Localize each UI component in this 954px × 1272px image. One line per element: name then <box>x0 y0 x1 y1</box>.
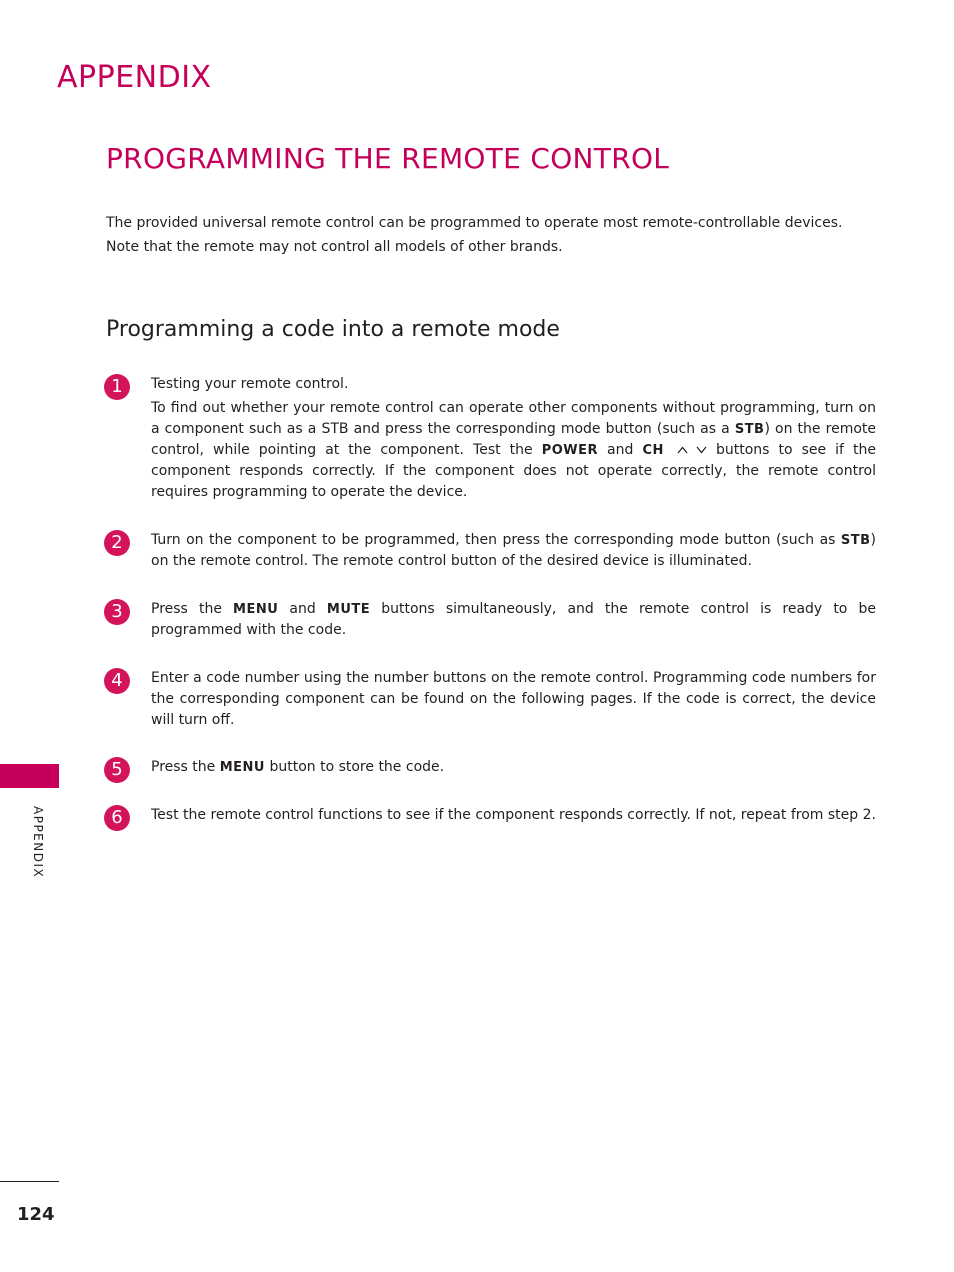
intro-line: Note that the remote may not control all models of other brands. <box>106 239 563 255</box>
text-run: buttons to see if the component responds correctly. If the component does not operate correctly, the remote control requires programming to operate the device. <box>151 442 877 500</box>
step-5 <box>104 757 876 778</box>
stb-key-label: STB <box>734 422 765 437</box>
side-section-label: APPENDIX <box>31 806 45 879</box>
text-run: ) on the remote control. The remote control button of the desired device is illuminated. <box>151 532 876 569</box>
page-title: PROGRAMMING THE REMOTE CONTROL <box>106 142 670 175</box>
text-run: Press the <box>151 601 234 617</box>
step-1-heading: Testing your remote control. <box>151 376 349 392</box>
text-run: button to store the code. <box>265 759 445 775</box>
step-1 <box>104 374 876 503</box>
step-6-body: Test the remote control functions to see if the component responds correctly. If not, repeat from step 2. <box>151 807 876 823</box>
mute-key-label: MUTE <box>326 602 371 617</box>
step-text <box>151 530 876 572</box>
step-3 <box>104 599 876 641</box>
step-5-body <box>151 757 876 778</box>
section-tab-marker <box>0 764 59 788</box>
step-number-badge: 3 <box>104 599 130 625</box>
text-run: Turn on the component to be programmed, then press the corresponding mode button (such as <box>151 532 841 548</box>
text-run: and <box>278 601 327 617</box>
step-text <box>151 668 876 731</box>
power-key-label: POWER <box>541 443 598 458</box>
chevron-down-icon <box>696 446 707 454</box>
step-number-badge: 5 <box>104 757 130 783</box>
menu-key-label: MENU <box>233 602 279 617</box>
subheading: Programming a code into a remote mode <box>106 317 560 342</box>
step-6 <box>104 805 876 826</box>
section-header: APPENDIX <box>57 60 212 95</box>
step-text <box>151 805 876 826</box>
step-3-body <box>151 599 876 641</box>
page-number: 124 <box>17 1204 55 1225</box>
stb-key-label: STB <box>840 533 871 548</box>
chevron-up-icon <box>677 446 688 454</box>
step-number-badge: 2 <box>104 530 130 556</box>
text-run: ) on the remote control, while pointing at the component. Test the <box>151 421 877 458</box>
step-2 <box>104 530 876 572</box>
step-number-badge: 1 <box>104 374 130 400</box>
menu-key-label: MENU <box>219 760 265 775</box>
step-text <box>151 757 876 778</box>
intro-line: The provided universal remote control can be programmed to operate most remote-controllable devices. <box>106 215 843 231</box>
step-number-badge: 6 <box>104 805 130 831</box>
text-run: buttons simultaneously, and the remote control is ready to be programmed with the code. <box>151 601 876 638</box>
step-text <box>151 374 876 503</box>
ch-key-label: CH <box>642 443 664 458</box>
step-number-badge: 4 <box>104 668 130 694</box>
intro-text <box>106 211 886 259</box>
step-2-body <box>151 530 876 572</box>
footer-divider <box>0 1181 59 1182</box>
text-run: and <box>598 442 643 458</box>
step-1-body <box>151 398 876 503</box>
text-run: Press the <box>151 759 220 775</box>
step-4-body: Enter a code number using the number buttons on the remote control. Programming code numbers for the corresponding component can be found on the following pages. If the code is correct, the device will turn off. <box>151 670 876 728</box>
text-run: To find out whether your remote control can operate other components without programming, turn on a component such as a STB and press the corresponding mode button (such as a <box>151 400 876 437</box>
step-text <box>151 599 876 641</box>
step-4 <box>104 668 876 731</box>
